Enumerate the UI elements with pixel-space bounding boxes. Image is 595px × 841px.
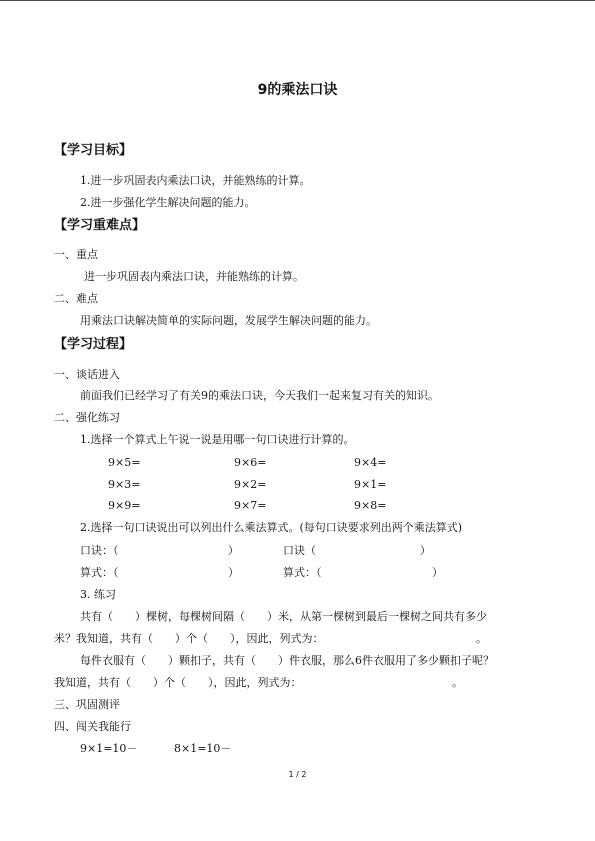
word-problem-text: 共有（ ）棵树，每棵树间隔（ ）米，从第一棵树到最后一棵树之间共有多少 [80,610,487,623]
word-problem-text: 米？我知道，共有（ ）个（ ），因此，列式为： [54,632,324,645]
word-problem-text: 每件衣服有（ ）颗扣子，共有（ ）件衣服，那么6件衣服用了多少颗扣子呢？ [80,654,494,667]
formula-paren: ） [228,544,239,557]
formula-label: 口诀：（ [80,544,119,557]
exercise-question: 3. 练习 [80,588,116,601]
difficulty-text: 用乘法口诀解决简单的实际问题，发展学生解决问题的能力。 [80,314,377,327]
challenge-equation: 8×1=10－ [174,742,232,755]
section-keypoints-heading: 【学习重难点】 [54,218,146,233]
process-step-heading: 四、闯关我能行 [54,720,131,733]
process-step-heading: 二、强化练习 [54,411,120,424]
equation-paren: ） [228,566,239,579]
equation: 9×6= [234,456,267,469]
difficulty-heading: 二、难点 [54,292,98,305]
challenge-equation: 9×1=10－ [80,742,138,755]
equation: 9×2= [234,478,267,491]
section-goals-heading: 【学习目标】 [54,143,133,158]
sentence-end: 。 [476,632,487,645]
keypoint-heading: 一、重点 [54,248,98,261]
equation-paren: ） [432,566,443,579]
equation-label: 算式：（ [80,566,119,579]
equation: 9×9= [108,499,141,512]
exercise-question: 1.选择一个算式上午说一说是用哪一句口诀进行计算的。 [80,433,355,446]
exercise-question: 2.选择一句口诀说出可以列出什么乘法算式。(每句口诀要求列出两个乘法算式) [80,521,463,534]
process-step-heading: 三、巩固测评 [54,698,120,711]
formula-label: 口诀（ [283,544,316,557]
goal-item: 1.进一步巩固表内乘法口诀，并能熟练的计算。 [80,174,311,187]
formula-paren: ） [420,544,431,557]
section-process-heading: 【学习过程】 [54,337,133,352]
process-step-heading: 一、谈话进入 [54,368,120,381]
word-problem-text: 我知道，共有（ ）个（ ），因此，列式为： [54,676,302,689]
page-top-border [0,0,595,1]
equation-label: 算式：（ [283,566,322,579]
equation: 9×8= [354,499,387,512]
equation: 9×4= [354,456,387,469]
sentence-end: 。 [452,676,463,689]
goal-item: 2.进一步强化学生解决问题的能力。 [80,196,256,209]
keypoint-text: 进一步巩固表内乘法口诀，并能熟练的计算。 [84,270,304,283]
equation: 9×7= [234,499,267,512]
equation: 9×5= [108,456,141,469]
equation: 9×1= [354,478,387,491]
page-number: 1 / 2 [288,770,307,779]
equation: 9×3= [108,478,141,491]
process-intro-text: 前面我们已经学习了有关9的乘法口诀，今天我们一起来复习有关的知识。 [80,389,439,402]
page-title: 9的乘法口诀 [257,82,338,98]
